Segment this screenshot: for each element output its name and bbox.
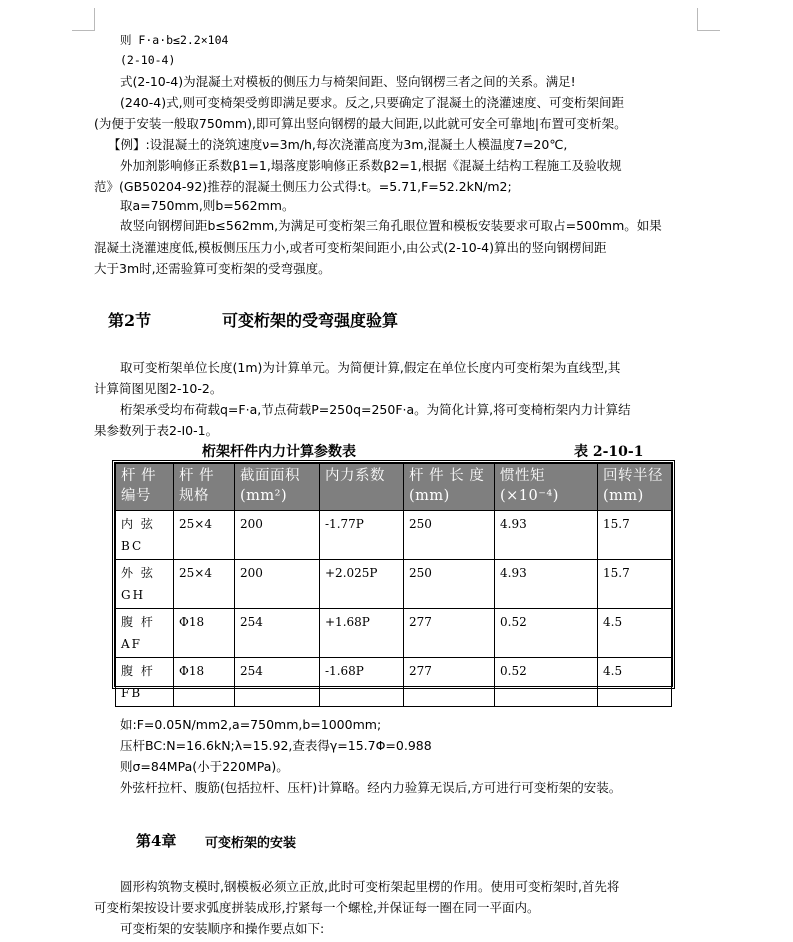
table-cell: 腹 杆 FB [116,658,174,707]
section-title: 可变桁架的受弯强度验算 [222,311,399,330]
table-cell: 4.93 [495,560,598,609]
text-line: 可变桁架的安装顺序和操作要点如下: [120,921,325,936]
table-cell: 4.93 [495,511,598,560]
chapter-title: 可变桁架的安装 [205,836,297,851]
header-cell: 惯性矩 (×10⁻⁴) [495,464,598,511]
text-line: 【例】:设混凝土的浇筑速度ν=3m/h,每次浇灌高度为3m,混凝土人模温度7=20℃, [108,137,568,152]
table-row [116,658,672,707]
page-corner-mark-top-right [697,8,720,31]
table-cell: +2.025P [320,560,404,609]
table-title: 桁架杆件内力计算参数表 [202,444,356,460]
text-line: (为便于安装一般取750mm),即可算出竖向钢楞的最大间距,以此就可安全可靠地|布置可变析架。 [94,116,627,131]
text-line: 式(2-10-4)为混凝土对模板的侧压力与椅架间距、竖向钢楞三者之间的关系。满足! [120,74,576,89]
text-line: 取可变桁架单位长度(1m)为计算单元。为简便计算,假定在单位长度内可变桁架为直线型,其 [120,360,621,375]
table-cell: 15.7 [598,560,672,609]
table-cell: Φ18 [174,658,235,707]
text-line: (240-4)式,则可变椅架受剪即满足要求。反之,只要确定了混凝土的浇灌速度、可变桁架间距 [120,95,625,110]
text-line: 如:F=0.05N/mm2,a=750mm,b=1000mm; [120,717,382,732]
table-cell: 外 弦 GH [116,560,174,609]
table-cell: 腹 杆 AF [116,609,174,658]
text-line: 桁架承受均布荷载q=F·a,节点荷载P=250q=250F·a。为简化计算,将可变椅桁架内力计算结 [120,402,631,417]
text-line: 混凝土浇灌速度低,模板侧压压力小,或者可变桁架间距小,由公式(2-10-4)算出的竖向钢楞间距 [94,240,607,255]
section-number: 第2节 [108,311,152,330]
text-line: 取a=750mm,则b=562mm。 [120,198,295,213]
table-cell: +1.68P [320,609,404,658]
text-line: 外加剂影响修正系数β1=1,塌落度影响修正系数β2=1,根据《混凝土结构工程施工及验收规 [120,158,622,173]
table-cell: 25×4 [174,560,235,609]
text-line: 则σ=84MPa(小于220MPa)。 [120,759,289,774]
header-cell: 内力系数 [320,464,404,511]
table-row [116,609,672,658]
table-cell: 内 弦 BC [116,511,174,560]
text-line: 压杆BC:N=16.6kN;λ=15.92,查表得γ=15.7Φ=0.988 [120,738,432,753]
text-line: 计算简图见图2-10-2。 [94,381,223,396]
chapter-number: 第4章 [136,832,177,850]
text-line: 大于3m时,还需验算可变桁架的受弯强度。 [94,261,331,276]
text-line: 果参数列于表2-I0-1。 [94,423,219,438]
text-line: (2-10-4) [120,53,176,67]
header-cell: 杆 件 长 度 (mm) [404,464,495,511]
table-cell: 15.7 [598,511,672,560]
table-cell: -1.68P [320,658,404,707]
table-row [116,560,672,609]
table-cell: Φ18 [174,609,235,658]
table-cell: -1.77P [320,511,404,560]
table-row [116,511,672,560]
text-line: 圆形构筑物支模时,钢模板必须立正放,此时可变桁架起里楞的作用。使用可变桁架时,首先将 [120,879,620,894]
header-cell: 回转半径 (mm) [598,464,672,511]
table-cell: 250 [404,560,495,609]
text-line: 外弦杆拉杆、腹筋(包括拉杆、压杆)计算略。经内力验算无误后,方可进行可变桁架的安装。 [120,780,622,795]
header-cell: 杆 件 编号 [116,464,174,511]
table-number: 表 2-10-1 [574,444,644,460]
table-cell: 200 [235,560,320,609]
table-cell: 277 [404,658,495,707]
text-line: 范》(GB50204-92)推荐的混凝土侧压力公式得:t。=5.71,F=52.2kN/m2; [94,179,512,194]
header-cell: 截面面积 (mm²) [235,464,320,511]
table-cell: 0.52 [495,609,598,658]
table-cell: 200 [235,511,320,560]
parameter-table [112,460,675,700]
table-cell: 0.52 [495,658,598,707]
text-line: 则 F·a·b≤2.2×104 [120,33,229,47]
header-cell: 杆 件 规格 [174,464,235,511]
text-line: 可变桁架按设计要求弧度拼装成形,拧紧每一个螺栓,并保证每一圈在同一平面内。 [94,900,540,915]
table-cell: 4.5 [598,658,672,707]
text-line: 故竖向钢楞间距b≤562mm,为满足可变桁架三角孔眼位置和模板安装要求可取占=500mm。如果 [120,218,662,233]
table-cell: 25×4 [174,511,235,560]
table-cell: 4.5 [598,609,672,658]
page-corner-mark-top-left [72,8,95,31]
table-cell: 254 [235,609,320,658]
table-header-row [116,464,672,511]
table-cell: 250 [404,511,495,560]
table-cell: 254 [235,658,320,707]
table-cell: 277 [404,609,495,658]
